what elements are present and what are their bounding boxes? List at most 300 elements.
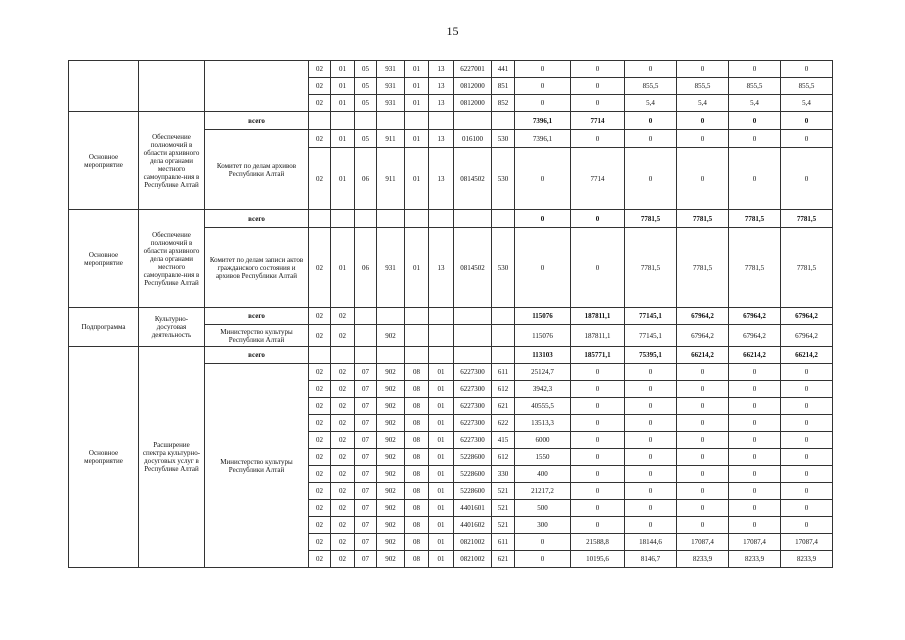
code-cell: 6227300 [454,381,492,398]
code-cell: 07 [355,551,377,568]
value-cell: 7396,1 [515,130,571,148]
value-cell: 0 [571,415,625,432]
value-cell: 67964,2 [781,325,833,347]
total-value-cell: 75395,1 [625,347,677,364]
code-cell: 902 [377,483,405,500]
code-cell: 02 [309,61,331,78]
value-cell: 17087,4 [677,534,729,551]
value-cell: 3942,3 [515,381,571,398]
value-cell: 0 [571,78,625,95]
code-cell [377,308,405,325]
code-cell [309,347,331,364]
code-cell: 530 [492,130,515,148]
code-cell: 07 [355,415,377,432]
value-cell: 1550 [515,449,571,466]
code-cell [355,210,377,228]
value-cell: 0 [571,398,625,415]
code-cell: 612 [492,381,515,398]
total-value-cell: 77145,1 [625,308,677,325]
total-value-cell: 7714 [571,112,625,130]
value-cell: 8233,9 [677,551,729,568]
code-cell: 01 [331,130,355,148]
value-cell: 0 [781,130,833,148]
value-cell: 0 [729,130,781,148]
code-cell: 01 [429,517,454,534]
code-cell: 01 [429,483,454,500]
code-cell: 13 [429,228,454,308]
total-value-cell: 7396,1 [515,112,571,130]
value-cell: 5,4 [625,95,677,112]
code-cell: 02 [331,398,355,415]
measure-name: Расширение спектра культурно-досуговых услуг в Республике Алтай [139,347,205,568]
total-value-cell: 7781,5 [677,210,729,228]
code-cell: 01 [429,500,454,517]
value-cell: 7781,5 [677,228,729,308]
code-cell [454,347,492,364]
measure-type: Основное мероприятие [69,210,139,308]
measure-name: Обеспечение полномочий в области архивного дела органами местного самоуправле-ния в Республике Алтай [139,112,205,210]
measure-type: Основное мероприятие [69,347,139,568]
code-cell: 01 [405,78,429,95]
code-cell: 5228600 [454,466,492,483]
value-cell: 0 [729,517,781,534]
value-cell: 0 [677,398,729,415]
code-cell: 07 [355,398,377,415]
code-cell [355,308,377,325]
code-cell: 07 [355,534,377,551]
code-cell: 530 [492,148,515,210]
value-cell: 0 [729,61,781,78]
code-cell [309,210,331,228]
code-cell [429,210,454,228]
total-value-cell: 66214,2 [781,347,833,364]
value-cell: 0 [677,61,729,78]
code-cell: 08 [405,466,429,483]
code-cell [355,347,377,364]
table-row [69,347,833,364]
value-cell: 0 [515,228,571,308]
code-cell: 02 [309,130,331,148]
value-cell: 0 [729,364,781,381]
code-cell: 02 [331,449,355,466]
code-cell: 01 [405,130,429,148]
code-cell: 07 [355,517,377,534]
value-cell: 5,4 [677,95,729,112]
code-cell: 016100 [454,130,492,148]
code-cell: 08 [405,415,429,432]
code-cell: 02 [331,551,355,568]
value-cell: 400 [515,466,571,483]
code-cell: 01 [331,228,355,308]
value-cell: 0 [515,95,571,112]
value-cell: 21588,8 [571,534,625,551]
value-cell: 7714 [571,148,625,210]
code-cell: 902 [377,415,405,432]
total-value-cell: 187811,1 [571,308,625,325]
code-cell: 521 [492,483,515,500]
vsego-label: всего [205,347,309,364]
value-cell: 0 [625,130,677,148]
total-value-cell: 7781,5 [729,210,781,228]
code-cell: 02 [309,228,331,308]
value-cell: 0 [625,415,677,432]
value-cell: 10195,6 [571,551,625,568]
executor-name: Комитет по делам записи актов гражданского состояния и архивов Республики Алтай [205,228,309,308]
code-cell [377,112,405,130]
code-cell: 902 [377,449,405,466]
code-cell: 851 [492,78,515,95]
code-cell: 02 [309,415,331,432]
code-cell: 05 [355,130,377,148]
value-cell: 0 [677,130,729,148]
code-cell: 902 [377,500,405,517]
value-cell: 300 [515,517,571,534]
code-cell: 01 [331,148,355,210]
executor-cell [205,61,309,112]
value-cell: 0 [729,500,781,517]
code-cell [405,325,429,347]
code-cell: 530 [492,228,515,308]
code-cell: 06 [355,228,377,308]
total-value-cell: 0 [515,210,571,228]
type-cell [69,61,139,112]
code-cell: 01 [405,228,429,308]
value-cell: 40555,5 [515,398,571,415]
value-cell: 0 [729,148,781,210]
total-value-cell: 66214,2 [677,347,729,364]
code-cell: 01 [405,61,429,78]
value-cell: 0 [677,483,729,500]
value-cell: 0 [781,432,833,449]
code-cell [429,308,454,325]
page-number: 15 [446,24,459,38]
value-cell: 0 [515,148,571,210]
value-cell: 0 [781,483,833,500]
code-cell [405,210,429,228]
code-cell [429,347,454,364]
total-value-cell: 0 [677,112,729,130]
code-cell [454,112,492,130]
code-cell: 02 [331,432,355,449]
value-cell: 0 [677,432,729,449]
code-cell: 01 [429,364,454,381]
code-cell [405,347,429,364]
value-cell: 0 [571,130,625,148]
value-cell: 0 [729,483,781,500]
value-cell: 0 [677,466,729,483]
code-cell: 6227300 [454,415,492,432]
code-cell: 911 [377,148,405,210]
value-cell: 67964,2 [677,325,729,347]
code-cell: 902 [377,325,405,347]
code-cell: 02 [309,398,331,415]
value-cell: 0 [729,449,781,466]
value-cell: 0 [781,148,833,210]
code-cell: 5228600 [454,483,492,500]
code-cell [377,210,405,228]
value-cell: 0 [781,381,833,398]
code-cell: 08 [405,483,429,500]
code-cell: 01 [429,534,454,551]
value-cell: 17087,4 [781,534,833,551]
code-cell: 08 [405,432,429,449]
code-cell: 02 [309,325,331,347]
code-cell: 08 [405,534,429,551]
value-cell: 0 [781,364,833,381]
code-cell: 01 [429,398,454,415]
value-cell: 0 [571,466,625,483]
code-cell: 0814502 [454,148,492,210]
value-cell: 0 [625,364,677,381]
code-cell: 02 [309,551,331,568]
code-cell: 07 [355,500,377,517]
value-cell: 0 [625,517,677,534]
value-cell: 67964,2 [729,325,781,347]
code-cell: 08 [405,551,429,568]
code-cell: 07 [355,449,377,466]
code-cell [429,325,454,347]
value-cell: 0 [625,432,677,449]
code-cell [454,325,492,347]
vsego-label: всего [205,210,309,228]
value-cell: 0 [625,483,677,500]
code-cell: 13 [429,95,454,112]
value-cell: 25124,7 [515,364,571,381]
code-cell [492,112,515,130]
code-cell: 415 [492,432,515,449]
code-cell: 4401601 [454,500,492,517]
value-cell: 0 [571,381,625,398]
value-cell: 13513,3 [515,415,571,432]
value-cell: 5,4 [729,95,781,112]
code-cell: 05 [355,95,377,112]
value-cell: 0 [781,415,833,432]
vsego-label: всего [205,112,309,130]
value-cell: 7781,5 [625,228,677,308]
value-cell: 0 [625,466,677,483]
code-cell: 01 [429,466,454,483]
value-cell: 0 [781,449,833,466]
code-cell: 621 [492,551,515,568]
value-cell: 0 [677,500,729,517]
value-cell: 0 [571,364,625,381]
code-cell: 02 [309,432,331,449]
code-cell: 0814502 [454,228,492,308]
value-cell: 7781,5 [781,228,833,308]
code-cell: 07 [355,364,377,381]
code-cell: 6227001 [454,61,492,78]
value-cell: 0 [625,500,677,517]
value-cell: 0 [571,432,625,449]
code-cell: 01 [429,551,454,568]
code-cell: 6227300 [454,364,492,381]
value-cell: 0 [625,381,677,398]
value-cell: 8233,9 [729,551,781,568]
total-value-cell: 0 [625,112,677,130]
code-cell: 08 [405,364,429,381]
table-row [69,112,833,130]
code-cell: 931 [377,61,405,78]
value-cell: 0 [781,517,833,534]
measure-type: Основное мероприятие [69,112,139,210]
code-cell: 08 [405,398,429,415]
code-cell: 902 [377,381,405,398]
code-cell: 02 [331,517,355,534]
executor-name: Министерство культуры Республики Алтай [205,325,309,347]
value-cell: 0 [515,78,571,95]
total-value-cell: 185771,1 [571,347,625,364]
code-cell: 13 [429,130,454,148]
code-cell: 01 [331,61,355,78]
total-value-cell: 0 [571,210,625,228]
value-cell: 0 [515,534,571,551]
value-cell: 0 [677,381,729,398]
value-cell: 77145,1 [625,325,677,347]
code-cell: 902 [377,551,405,568]
value-cell: 0 [571,517,625,534]
code-cell: 330 [492,466,515,483]
total-value-cell: 7781,5 [625,210,677,228]
code-cell: 08 [405,500,429,517]
table-row [69,308,833,325]
code-cell: 02 [309,483,331,500]
code-cell: 931 [377,228,405,308]
code-cell: 13 [429,148,454,210]
code-cell: 07 [355,483,377,500]
value-cell: 0 [625,148,677,210]
code-cell: 01 [331,95,355,112]
code-cell: 02 [309,308,331,325]
total-value-cell: 113103 [515,347,571,364]
budget-table [68,60,833,568]
value-cell: 0 [571,483,625,500]
vsego-label: всего [205,308,309,325]
code-cell: 02 [331,415,355,432]
code-cell: 02 [309,534,331,551]
value-cell: 0 [729,381,781,398]
value-cell: 855,5 [625,78,677,95]
code-cell: 05 [355,78,377,95]
code-cell [331,347,355,364]
value-cell: 0 [515,551,571,568]
executor-name: Министерство культуры Республики Алтай [205,364,309,568]
code-cell: 08 [405,517,429,534]
code-cell: 902 [377,364,405,381]
value-cell: 0 [515,61,571,78]
code-cell: 06 [355,148,377,210]
code-cell: 611 [492,534,515,551]
code-cell: 622 [492,415,515,432]
subprogram-name: Культурно-досуговая деятельность [139,308,205,347]
value-cell: 115076 [515,325,571,347]
value-cell: 0 [625,398,677,415]
code-cell: 902 [377,517,405,534]
code-cell [492,210,515,228]
code-cell [355,112,377,130]
code-cell: 5228600 [454,449,492,466]
value-cell: 0 [729,432,781,449]
code-cell: 01 [429,381,454,398]
code-cell [355,325,377,347]
total-value-cell: 67964,2 [781,308,833,325]
code-cell: 02 [309,381,331,398]
code-cell [377,347,405,364]
code-cell [454,210,492,228]
value-cell: 855,5 [781,78,833,95]
total-value-cell: 0 [729,112,781,130]
code-cell: 13 [429,61,454,78]
code-cell: 621 [492,398,515,415]
code-cell: 01 [405,95,429,112]
code-cell: 02 [331,381,355,398]
code-cell [492,325,515,347]
code-cell [331,112,355,130]
code-cell: 01 [429,432,454,449]
code-cell: 02 [309,517,331,534]
code-cell: 0821002 [454,534,492,551]
total-value-cell: 66214,2 [729,347,781,364]
code-cell: 02 [309,466,331,483]
value-cell: 0 [781,398,833,415]
code-cell: 02 [331,308,355,325]
name-cell [139,61,205,112]
code-cell: 612 [492,449,515,466]
code-cell [331,210,355,228]
code-cell: 4401602 [454,517,492,534]
value-cell: 0 [781,466,833,483]
value-cell: 0 [625,61,677,78]
code-cell: 902 [377,466,405,483]
value-cell: 0 [677,415,729,432]
value-cell: 18144,6 [625,534,677,551]
code-cell: 521 [492,517,515,534]
value-cell: 6000 [515,432,571,449]
code-cell: 01 [429,415,454,432]
value-cell: 0 [729,466,781,483]
code-cell: 02 [331,534,355,551]
total-value-cell: 0 [781,112,833,130]
value-cell: 0 [677,364,729,381]
code-cell [309,112,331,130]
value-cell: 8146,7 [625,551,677,568]
value-cell: 7781,5 [729,228,781,308]
value-cell: 0 [625,449,677,466]
code-cell: 05 [355,61,377,78]
code-cell: 521 [492,500,515,517]
code-cell: 02 [309,449,331,466]
code-cell: 902 [377,534,405,551]
code-cell: 02 [331,483,355,500]
code-cell: 902 [377,398,405,415]
value-cell: 0 [781,61,833,78]
code-cell: 01 [405,148,429,210]
code-cell: 0821002 [454,551,492,568]
code-cell [405,112,429,130]
value-cell: 500 [515,500,571,517]
code-cell: 441 [492,61,515,78]
total-value-cell: 67964,2 [677,308,729,325]
value-cell: 855,5 [677,78,729,95]
code-cell: 02 [309,78,331,95]
code-cell: 852 [492,95,515,112]
code-cell: 902 [377,432,405,449]
value-cell: 0 [571,95,625,112]
value-cell: 0 [571,500,625,517]
code-cell [454,308,492,325]
code-cell: 07 [355,432,377,449]
executor-name: Комитет по делам архивов Республики Алтай [205,130,309,210]
code-cell: 02 [309,95,331,112]
